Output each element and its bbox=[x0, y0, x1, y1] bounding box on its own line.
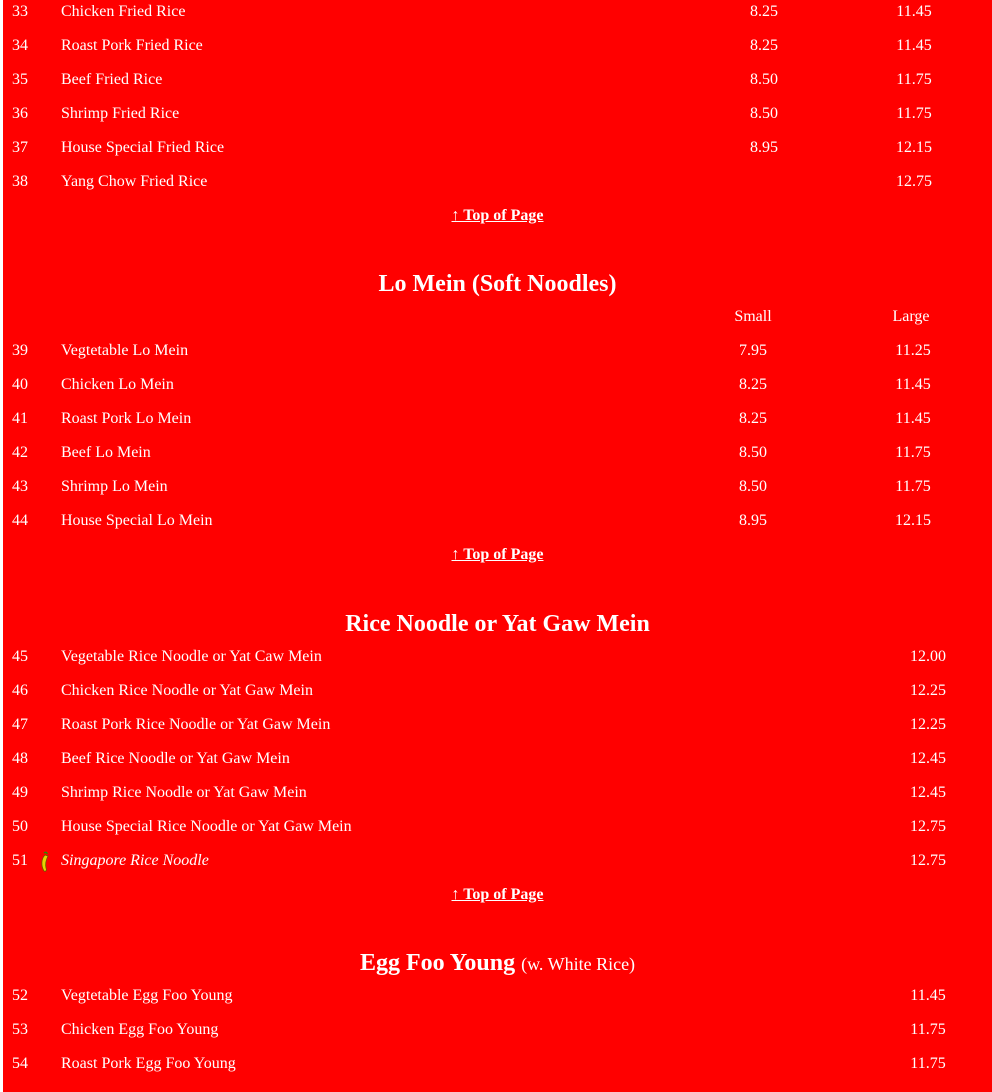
item-number: 38 bbox=[12, 173, 28, 190]
item-number: 43 bbox=[12, 478, 28, 495]
item-price-large: 11.45 bbox=[895, 410, 931, 427]
item-price: 12.75 bbox=[910, 818, 946, 835]
item-price-large: 12.15 bbox=[895, 512, 931, 529]
item-name: Chicken Rice Noodle or Yat Gaw Mein bbox=[61, 682, 313, 699]
item-name: Singapore Rice Noodle bbox=[61, 852, 209, 869]
item-price: 12.45 bbox=[910, 784, 946, 801]
top-of-page-link[interactable]: ↑ Top of Page bbox=[451, 207, 544, 224]
chili-pepper-icon bbox=[39, 851, 51, 873]
top-of-page-link[interactable]: ↑ Top of Page bbox=[451, 886, 544, 903]
section-subtitle: (w. White Rice) bbox=[521, 954, 636, 974]
item-number: 33 bbox=[12, 3, 28, 20]
item-price: 12.25 bbox=[910, 682, 946, 699]
item-name: Shrimp Rice Noodle or Yat Gaw Mein bbox=[61, 784, 307, 801]
item-price: 11.75 bbox=[910, 1021, 946, 1038]
item-price-large: 11.75 bbox=[895, 478, 931, 495]
section-title-egg-foo-young bbox=[3, 948, 992, 979]
item-price: 12.00 bbox=[910, 648, 946, 665]
item-price-large: 11.25 bbox=[895, 342, 931, 359]
item-price-small: 8.95 bbox=[750, 139, 778, 156]
item-price-small: 8.95 bbox=[739, 512, 767, 529]
item-price-large: 11.45 bbox=[896, 37, 932, 54]
menu-item-row bbox=[3, 680, 992, 714]
item-number: 48 bbox=[12, 750, 28, 767]
size-header bbox=[3, 306, 992, 328]
item-number: 50 bbox=[12, 818, 28, 835]
menu-item-row bbox=[3, 816, 992, 850]
item-price-large: 11.75 bbox=[896, 71, 932, 88]
menu-item-row bbox=[3, 476, 992, 510]
section-title-lo-mein: Lo Mein (Soft Noodles) bbox=[378, 271, 617, 297]
item-price-large: 11.75 bbox=[895, 444, 931, 461]
item-price: 11.75 bbox=[910, 1055, 946, 1072]
item-name: Shrimp Lo Mein bbox=[61, 478, 168, 495]
item-number: 44 bbox=[12, 512, 28, 529]
item-price-small: 8.25 bbox=[739, 410, 767, 427]
menu-item-row bbox=[3, 103, 992, 137]
item-name: Chicken Lo Mein bbox=[61, 376, 174, 393]
menu-item-row bbox=[3, 1053, 992, 1087]
item-price-small: 8.25 bbox=[739, 376, 767, 393]
item-number: 47 bbox=[12, 716, 28, 733]
item-name: Vegetable Rice Noodle or Yat Caw Mein bbox=[61, 648, 322, 665]
item-name: House Special Fried Rice bbox=[61, 139, 225, 156]
menu-item-row bbox=[3, 985, 992, 1019]
item-price-large: 11.45 bbox=[895, 376, 931, 393]
item-price: 12.75 bbox=[910, 852, 946, 869]
menu-item-row bbox=[3, 35, 992, 69]
menu-item-row bbox=[3, 714, 992, 748]
item-price-large: 11.45 bbox=[896, 3, 932, 20]
menu-item-row bbox=[3, 510, 992, 544]
item-number: 42 bbox=[12, 444, 28, 461]
item-name: Vegtetable Lo Mein bbox=[61, 342, 189, 359]
menu-item-row bbox=[3, 646, 992, 680]
menu-page bbox=[3, 0, 992, 1092]
item-number: 53 bbox=[12, 1021, 28, 1038]
item-number: 46 bbox=[12, 682, 28, 699]
item-price-small: 8.25 bbox=[750, 3, 778, 20]
item-price-small: 8.50 bbox=[750, 71, 778, 88]
item-name: Beef Fried Rice bbox=[61, 71, 163, 88]
item-price-small: 8.50 bbox=[739, 444, 767, 461]
item-number: 39 bbox=[12, 342, 28, 359]
menu-item-row bbox=[3, 1, 992, 35]
item-number: 45 bbox=[12, 648, 28, 665]
item-name: Chicken Egg Foo Young bbox=[61, 1021, 219, 1038]
item-name: House Special Rice Noodle or Yat Gaw Mein bbox=[61, 818, 352, 835]
item-price-small: 8.50 bbox=[739, 478, 767, 495]
item-name: Roast Pork Rice Noodle or Yat Gaw Mein bbox=[61, 716, 331, 733]
section-title-text: Egg Foo Young bbox=[359, 950, 516, 976]
item-name: Vegtetable Egg Foo Young bbox=[61, 987, 233, 1004]
item-price-large: 12.15 bbox=[896, 139, 932, 156]
item-price: 11.45 bbox=[910, 987, 946, 1004]
item-price: 12.25 bbox=[910, 716, 946, 733]
item-number: 41 bbox=[12, 410, 28, 427]
top-of-page-link[interactable]: ↑ Top of Page bbox=[451, 546, 544, 563]
item-name: Shrimp Fried Rice bbox=[61, 105, 180, 122]
item-price-large: 11.75 bbox=[896, 105, 932, 122]
item-number: 49 bbox=[12, 784, 28, 801]
size-small-label: Small bbox=[734, 308, 772, 325]
item-number: 52 bbox=[12, 987, 28, 1004]
item-price-large: 12.75 bbox=[896, 173, 932, 190]
menu-item-row bbox=[3, 748, 992, 782]
item-name: Roast Pork Egg Foo Young bbox=[61, 1055, 236, 1072]
menu-item-row bbox=[3, 408, 992, 442]
item-name: Yang Chow Fried Rice bbox=[61, 173, 208, 190]
menu-item-row bbox=[3, 442, 992, 476]
item-name: Beef Lo Mein bbox=[61, 444, 151, 461]
item-price-small: 8.50 bbox=[750, 105, 778, 122]
menu-item-row bbox=[3, 1019, 992, 1053]
menu-item-row bbox=[3, 340, 992, 374]
menu-item-row bbox=[3, 137, 992, 171]
menu-item-row bbox=[3, 782, 992, 816]
item-number: 35 bbox=[12, 71, 28, 88]
item-number: 37 bbox=[12, 139, 28, 156]
item-number: 36 bbox=[12, 105, 28, 122]
item-name: Roast Pork Lo Mein bbox=[61, 410, 192, 427]
menu-item-row bbox=[3, 374, 992, 408]
item-name: Beef Rice Noodle or Yat Gaw Mein bbox=[61, 750, 290, 767]
item-number: 54 bbox=[12, 1055, 28, 1072]
item-number: 34 bbox=[12, 37, 28, 54]
item-name: House Special Lo Mein bbox=[61, 512, 213, 529]
item-name: Roast Pork Fried Rice bbox=[61, 37, 203, 54]
menu-item-row bbox=[3, 69, 992, 103]
item-name: Chicken Fried Rice bbox=[61, 3, 186, 20]
menu-item-row bbox=[3, 850, 992, 884]
item-price-small: 7.95 bbox=[739, 342, 767, 359]
section-title-rice-noodle: Rice Noodle or Yat Gaw Mein bbox=[345, 611, 650, 637]
item-price: 12.45 bbox=[910, 750, 946, 767]
item-number: 51 bbox=[12, 852, 28, 869]
item-price-small: 8.25 bbox=[750, 37, 778, 54]
item-number: 40 bbox=[12, 376, 28, 393]
size-large-label: Large bbox=[892, 308, 930, 325]
menu-item-row bbox=[3, 171, 992, 205]
